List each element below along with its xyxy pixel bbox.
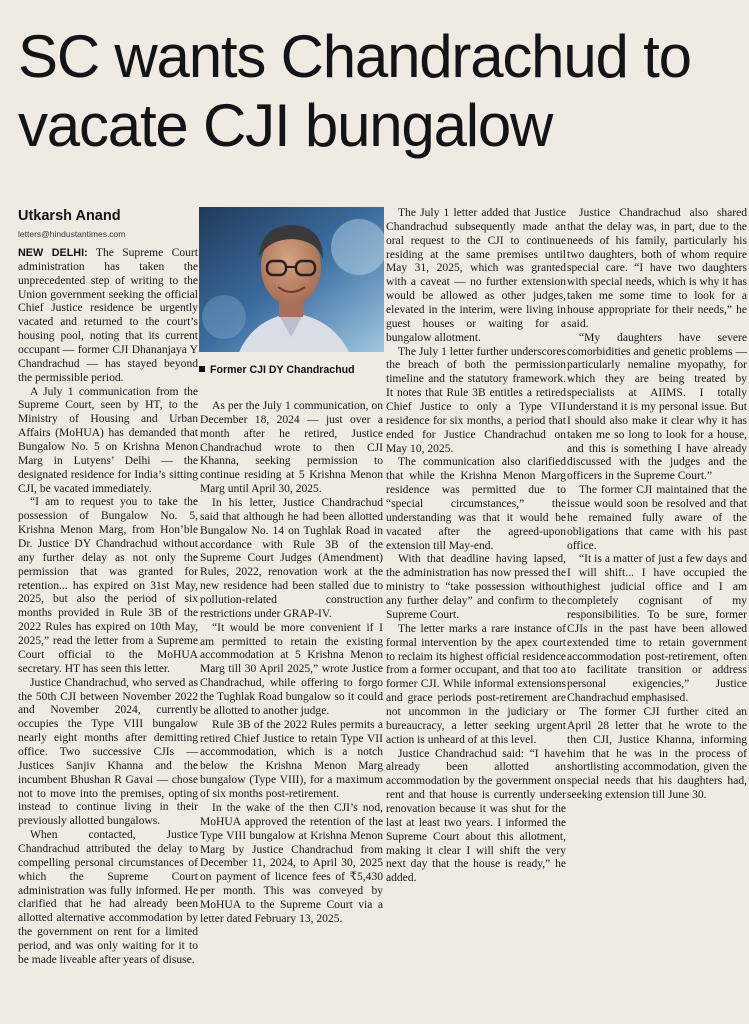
paragraph: In the wake of the then CJI’s nod, MoHUA approved the retention of the Type VIII bungalow at Krishna Menon Marg by Justice Chandrachud from December 11, 2024, to April 30, 2025 on payment of licence fees of ₹5,430 per month. This was conveyed by MoHUA to the Supreme Court via a letter dated February 13, 2025. <box>200 801 383 925</box>
portrait-photo <box>199 207 384 352</box>
article-column-1 <box>18 247 198 968</box>
paragraph: The letter marks a rare instance of formal intervention by the apex court to reclaim its highest official residence from a former occupant, and that too a former CJI. While informal extensions and grace periods post-retirement are not uncommon in the judiciary or bureaucracy, a letter seeking urgent action is unheard of at this level. <box>386 622 566 746</box>
paragraph: A July 1 communication from the Supreme Court, seen by HT, to the Ministry of Housing and Urban Affairs (MoHUA) has demanded that Bungalow No. 5 on Krishna Menon Marg in Lutyens’ Delhi — the designated residence for India’s sitting CJI, be vacated immediately. <box>18 385 198 495</box>
paragraph-lead <box>18 247 198 386</box>
author-email: letters@hindustantimes.com <box>18 229 126 239</box>
dateline: NEW DELHI: <box>18 247 88 259</box>
paragraph: Justice Chandrachud also shared that the delay was, in part, due to the needs of his family, particularly his two daughters, both of whom require special care. “I have two daughters with special needs, which is why it has taken me some time to look for a house appropriate for their needs,” he said. <box>567 207 747 330</box>
photo-block <box>199 207 384 393</box>
paragraph: “My daughters have severe comorbidities and genetic problems — particularly nemaline myopathy, for which they are being treated by specialists at AIIMS. I totally understand it is my personal issue. But I should also make it clear why it has taken me so long to look for a house, and this is something I have already discussed with the judges and the officers in the Supreme Court.” <box>567 331 747 483</box>
paragraph-text: The Supreme Court administration has taken the unprecedented step of writing to the Union government seeking the official Chief Justice residence be urgently vacated and returned to the court’s housing pool, noting that its current occupant — former CJI Dhananjaya Y Chandrachud — has stayed beyond the permissible period. <box>18 247 198 384</box>
paragraph: The July 1 letter added that Justice Chandrachud subsequently made an oral request to the CJI to continue residing at the same premises until May 31, 2025, which was granted with a caveat — no further extension would be allowed as other judges, elevated in the interim, were living in guest houses or waiting for a bungalow allotment. <box>386 207 566 344</box>
paragraph: “It would be more convenient if I am permitted to retain the existing accommodation at 5 Krishna Menon Marg till 30 April 2025,” wrote Justice Chandrachud, while offering to forgo the Tughlak Road bungalow so it could be allotted to another judge. <box>200 621 383 717</box>
paragraph: Justice Chandrachud said: “I have already been allotted an accommodation by the government on rent and that house is currently under renovation because it was shut for the last at least two years. I informed the Supreme Court about this allotment, making it clear I will shift the very next day that the house is ready,” he added. <box>386 747 566 885</box>
paragraph: The July 1 letter further underscores the breach of both the permission timeline and the statutory framework. It notes that Rule 3B entitles a retired Chief Justice to only a Type VII residence for six months, a period that ended for Justice Chandrachud on May 10, 2025. <box>386 345 566 455</box>
paragraph: Justice Chandrachud, who served as the 50th CJI between November 2022 and November 2024, currently occupies the Type VIII bungalow nearly eight months after demitting office. Two successive CJIs — Justices Sanjiv Khanna and the incumbent Bhushan R Gavai — chose not to move into the premises, opting instead to continue living in their previously allotted bungalows. <box>18 676 198 828</box>
article-column-4 <box>567 207 747 803</box>
paragraph: In his letter, Justice Chandrachud said that although he had been allotted Bungalow No. 14 on Tughlak Road in accordance with Rule 3B of the Supreme Court Judges (Amendment) Rules, 2022, renovation work at the new residence had been stalled due to pollution-related construction restrictions under GRAP-IV. <box>200 497 383 620</box>
paragraph: When contacted, Justice Chandrachud attributed the delay to compelling personal circumstances of which the Supreme Court administration was fully informed. He clarified that he had already been allotted alternative accommodation by the government on rent for a limited period, and was only waiting for it to be made liveable after years of disuse. <box>18 829 198 966</box>
paragraph: Rule 3B of the 2022 Rules permits a retired Chief Justice to retain Type VII accommodation, which is a notch below the Krishna Menon Marg bungalow (Type VIII), for a maximum of six months post-retirement. <box>200 718 383 801</box>
paragraph: “It is a matter of just a few days and I will shift... I have occupied the highest judicial office and I am completely cognisant of my responsibilities. To be sure, former CJIs in the past have been allowed extended time to retain government accommodation post-retirement, often to facilitate transition or address personal exigencies,” Justice Chandrachud emphasised. <box>567 553 747 705</box>
author-name: Utkarsh Anand <box>18 208 121 224</box>
byline <box>18 207 196 239</box>
article-column-3 <box>386 207 566 886</box>
paragraph: The former CJI maintained that the issue would soon be resolved and that he remained fully aware of the obligations that came with his past office. <box>567 484 747 552</box>
photo-caption: Former CJI DY Chandrachud <box>199 363 384 377</box>
paragraph: With that deadline having lapsed, the administration has now pressed the ministry to “take possession without any further delay” and confirm to the Supreme Court. <box>386 553 566 621</box>
headline: SC wants Chandrachud to vacate CJI bungalow <box>18 23 691 159</box>
paragraph: As per the July 1 communication, on December 18, 2024 — just over a month after he retired, Justice Chandrachud wrote to then CJI Khanna, seeking permission to continue residing at 5 Krishna Menon Marg until April 30, 2025. <box>200 400 383 496</box>
paragraph: The former CJI further cited an April 28 letter that he wrote to the then CJI, Justice Khanna, informing him that he was in the process of shortlisting accommodation, given the special needs that his daughters had, seeking extension till June 30. <box>567 705 747 802</box>
paragraph: The communication also clarified that while the Krishna Menon Marg residence was permitted due to “special circumstances,” the understanding was that it would be vacated after the agreed-upon extension till May-end. <box>386 456 566 552</box>
paragraph: “I am to request you to take the possession of Bungalow No. 5, Krishna Menon Marg, from Hon’ble Dr. Justice DY Chandrachud without any further delay as not only the permission that was granted for retention... has expired on 31st May, 2025, but also the period of six months provided in Rule 3B of the 2022 Rules has expired on 10th May, 2025,” read the letter from a Supreme Court official to the MoHUA secretary. HT has seen this letter. <box>18 496 198 675</box>
article-column-2 <box>200 400 383 927</box>
